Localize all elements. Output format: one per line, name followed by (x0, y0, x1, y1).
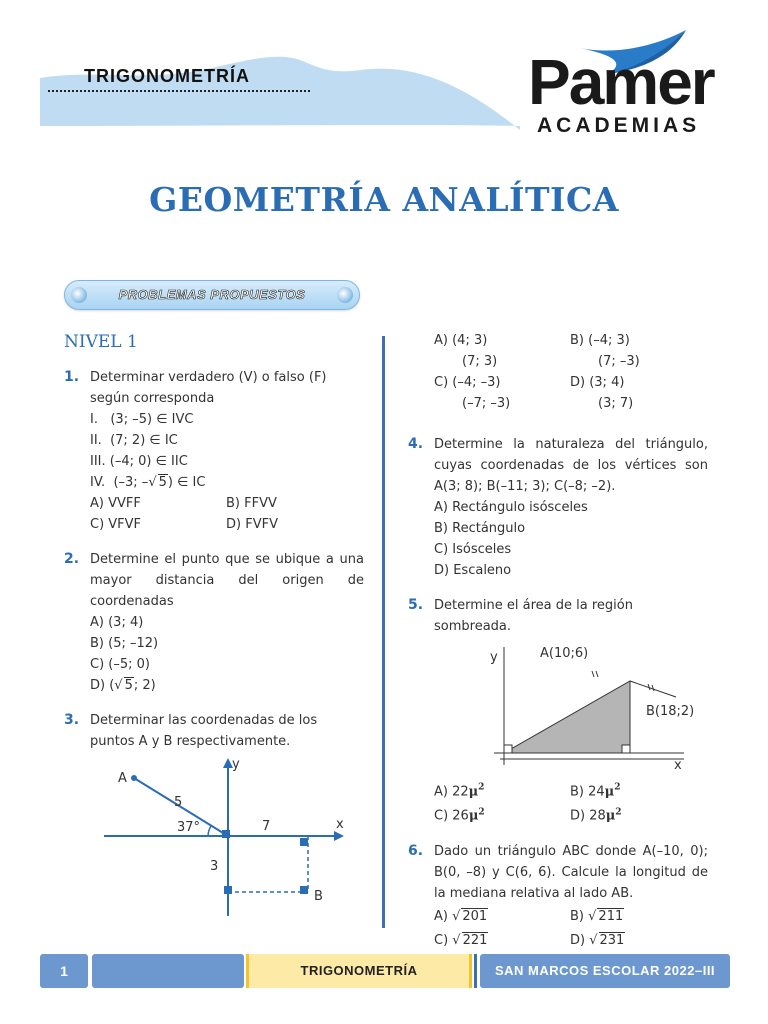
answer-option[interactable]: D) (3; 4) (570, 375, 625, 390)
problem-4 (408, 434, 708, 581)
y-axis-label: y (232, 757, 240, 772)
banner-label: PROBLEMAS PROPUESTOS (118, 287, 306, 302)
level-heading: NIVEL 1 (64, 332, 138, 352)
answer-option[interactable]: A) √ 201 (434, 908, 488, 924)
answer-option[interactable]: A) (4; 3) (434, 333, 488, 348)
problem-3 (64, 710, 364, 923)
left-column (64, 330, 364, 937)
statement-item: I. (3; –5) ∈ IVC (90, 412, 194, 427)
answer-option[interactable]: A) VVFF (90, 496, 141, 511)
answer-option[interactable]: A) Rectángulo isósceles (434, 500, 588, 515)
answer-option[interactable]: D) $28\mu^2$ (570, 807, 622, 824)
right-column (408, 330, 708, 965)
statement-item: II. (7; 2) ∈ IC (90, 433, 178, 448)
answer-option[interactable]: B) FFVV (226, 496, 277, 511)
answer-option[interactable]: C) Isósceles (434, 542, 512, 557)
answer-option[interactable]: B) (5; –12) (90, 636, 159, 651)
problem-3-options (408, 330, 708, 414)
problem-number: 6. (408, 842, 424, 859)
distance-3-label: 3 (210, 859, 219, 874)
answer-option[interactable]: A) (3; 4) (90, 615, 144, 630)
logo-subtitle: ACADEMIAS (537, 114, 701, 137)
segment-length-label: 5 (174, 795, 183, 810)
y-axis-label: y (490, 650, 498, 665)
problem-statement: Determine la naturaleza del triángulo, cuyas coordenadas de los vértices son A(3; 8); B(–11; 3); C(–8; –2). (434, 437, 708, 494)
problem-2 (64, 549, 364, 696)
problem-number: 5. (408, 597, 424, 613)
footer-edition: SAN MARCOS ESCOLAR 2022–III (480, 954, 730, 988)
answer-option[interactable]: C) (–5; 0) (90, 657, 150, 672)
header-wave-graphic (0, 30, 540, 140)
header-dotted-rule (48, 90, 310, 92)
point-b-label: B (314, 889, 323, 904)
header-subject: TRIGONOMETRÍA (84, 66, 250, 86)
statement-item: III. (–4; 0) ∈ IIC (90, 454, 188, 469)
problem-6 (408, 841, 708, 951)
problem-statement: Dado un triángulo ABC donde A(–10, 0); B(0, –8) y C(6, 6). Calcule la longitud de la mediana relativa al lado AB. (434, 843, 708, 901)
answer-option-cont: (–7; –3) (462, 396, 511, 411)
coordinate-figure-problem-3 (104, 756, 364, 916)
answer-option[interactable]: C) VFVF (90, 517, 142, 532)
x-axis-label: x (336, 817, 344, 832)
page-title: GEOMETRÍA ANALÍTICA (149, 180, 619, 219)
problem-statement: Determinar las coordenadas de los puntos A y B respectivamente. (90, 713, 318, 749)
answer-option[interactable]: C) √ 221 (434, 932, 488, 948)
point-a-label: A(10;6) (540, 646, 589, 661)
answer-option[interactable]: B) Rectángulo (434, 521, 526, 536)
page-number: 1 (40, 954, 88, 988)
answer-option[interactable]: B) √ 211 (570, 908, 624, 924)
footer-band (92, 954, 244, 988)
x-axis-label: x (674, 758, 682, 771)
answer-option[interactable]: D) FVFV (226, 517, 278, 532)
distance-7-label: 7 (262, 819, 271, 834)
answer-option-cont: (3; 7) (598, 396, 634, 411)
footer-accent-bar (474, 954, 477, 988)
answer-option[interactable]: C) (–4; –3) (434, 375, 501, 390)
answer-option[interactable]: D) (√ 5; 2) (90, 678, 156, 693)
angle-label: 37° (177, 820, 201, 835)
answer-option[interactable]: B) $24\mu^2$ (570, 783, 621, 800)
statement-item: IV. (–3; –√ 5) ∈ IC (90, 475, 206, 490)
answer-option-cont: (7; 3) (462, 354, 498, 369)
logo-name: Pamer (528, 46, 714, 118)
footer-subject: TRIGONOMETRÍA (246, 954, 472, 988)
column-divider (382, 336, 385, 928)
page-footer (40, 954, 730, 988)
section-banner (64, 280, 360, 310)
point-a-label: A (118, 771, 127, 786)
problem-number: 1. (64, 369, 80, 385)
answer-option[interactable]: D) Escaleno (434, 563, 512, 578)
problem-number: 2. (64, 551, 80, 567)
point-b-label: B(18;2) (646, 704, 694, 719)
problem-statement: Determine el área de la región sombreada. (434, 598, 633, 634)
answer-option[interactable]: C) $26\mu^2$ (434, 807, 485, 824)
problem-1 (64, 367, 364, 535)
answer-option[interactable]: A) $22\mu^2$ (434, 783, 485, 800)
answer-option[interactable]: B) (–4; 3) (570, 333, 630, 348)
problem-statement: Determinar verdadero (V) o falso (F) según corresponda (90, 370, 327, 406)
problem-number: 4. (408, 436, 424, 452)
problem-number: 3. (64, 712, 80, 728)
answer-option-cont: (7; –3) (598, 354, 640, 369)
problem-5 (408, 595, 708, 827)
answer-option[interactable]: D) √ 231 (570, 932, 625, 948)
shaded-region-figure (454, 641, 694, 771)
problem-statement: Determine el punto que se ubique a una mayor distancia del origen de coordenadas (90, 552, 364, 609)
